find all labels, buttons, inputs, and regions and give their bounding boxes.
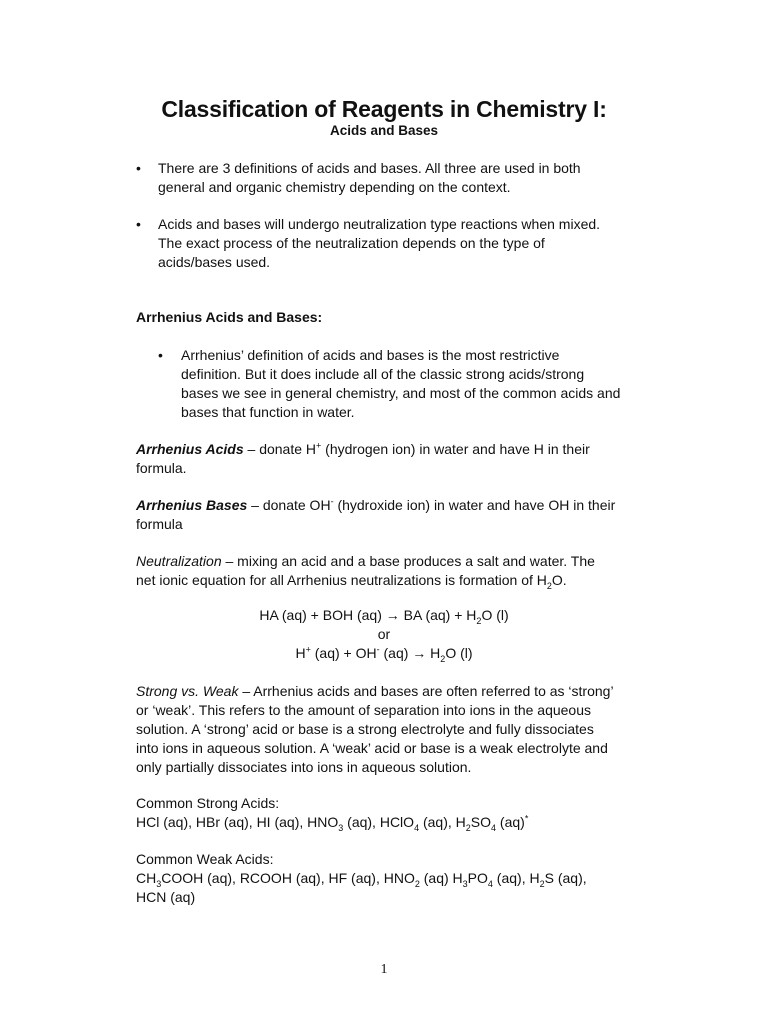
eq2-hydrogen: H (295, 645, 306, 661)
eq2-plus-charge: + (305, 644, 311, 655)
strong-weak-line1: – Arrhenius acids and bases are often referred to as ‘strong’ (238, 683, 614, 699)
intro-bullet-1-line2: general and organic chemistry depending on the context. (158, 179, 511, 195)
acids-def-line2: formula. (136, 460, 187, 476)
weak-acids-label: Common Weak Acids: (136, 851, 274, 867)
weak-acids-text-f: S (aq), (544, 870, 587, 886)
intro-bullet-2-line2: The exact process of the neutralization depends on the type of (158, 235, 545, 251)
eq2-minus-charge: - (376, 644, 380, 655)
hydrogen-ion-charge: + (316, 440, 322, 451)
strong-weak-line2: or ‘weak’. This refers to the amount of separation into ions in the aqueous (136, 702, 592, 718)
strong-weak-line5: only partially dissociates into ions in aqueous solution. (136, 759, 472, 775)
weak-acids-text-a: CH (136, 870, 157, 886)
neutralization-line2-end: O. (551, 572, 567, 588)
strong-vs-weak-paragraph (136, 682, 656, 777)
eq1-subscript: 2 (476, 615, 482, 626)
subscript: 3 (156, 878, 162, 889)
arrhenius-heading: Arrhenius Acids and Bases: (136, 309, 323, 325)
acids-def-text: – donate H (243, 441, 317, 457)
subscript: 4 (491, 822, 497, 833)
equation-or: or (377, 626, 391, 642)
subscript: 3 (338, 822, 344, 833)
arrhenius-bases-definition (136, 496, 656, 534)
arrhenius-bullet-line4: bases that function in water. (181, 404, 355, 420)
bases-def-text-2: (hydroxide ion) in water and have OH in their (333, 497, 616, 513)
arrhenius-bullet-line2: definition. But it does include all of the classic strong acids/strong (181, 366, 585, 382)
acids-def-text-2: (hydrogen ion) in water and have H in their (321, 441, 590, 457)
weak-acids-text-b: COOH (aq), RCOOH (aq), HF (aq), HNO (161, 870, 415, 886)
subscript: 2 (539, 878, 545, 889)
arrhenius-bases-term: Arrhenius Bases (136, 497, 248, 513)
strong-vs-weak-term: Strong vs. Weak (136, 683, 239, 699)
page-number: 1 (380, 962, 388, 977)
eq2-subscript: 2 (440, 653, 446, 664)
strong-acids-text-c: (aq), H (419, 814, 466, 830)
subscript: 3 (462, 878, 468, 889)
eq1-water: O (l) (481, 607, 509, 623)
strong-weak-line4: into ions in aqueous solution. A ‘weak’ acid or base is a weak electrolyte and (136, 740, 608, 756)
equation-molecular (0, 607, 768, 626)
eq1-reactants: HA (aq) + BOH (aq) (259, 607, 386, 623)
subscript: 4 (414, 822, 420, 833)
bullet-dot: • (158, 347, 163, 363)
subscript: 2 (414, 878, 420, 889)
bases-def-line2: formula (136, 516, 183, 532)
strong-acids-text-a: HCl (aq), HBr (aq), HI (aq), HNO (136, 814, 339, 830)
weak-acids-text-d: PO (467, 870, 488, 886)
hydroxide-ion-charge: - (330, 496, 334, 507)
eq2-aq: (aq) (379, 645, 413, 661)
page-title: Classification of Reagents in Chemistry I: (161, 96, 607, 122)
subscript: 2 (465, 822, 471, 833)
neutralization-line1: – mixing an acid and a base produces a salt and water. The (221, 553, 595, 569)
arrhenius-acids-definition (136, 440, 656, 478)
eq2-water: O (l) (445, 645, 473, 661)
weak-acids-text-e: (aq), H (492, 870, 540, 886)
reaction-arrow-icon: → (385, 607, 400, 623)
neutralization-term: Neutralization (136, 553, 222, 569)
strong-acids-text-d: SO (470, 814, 492, 830)
eq2-product-h: H (426, 645, 441, 661)
weak-acids-text-c: (aq) H (419, 870, 463, 886)
neutralization-line2: net ionic equation for all Arrhenius neutralizations is formation of H (136, 572, 547, 588)
common-weak-acids (136, 850, 656, 907)
arrhenius-bullet-line1: Arrhenius’ definition of acids and bases is the most restrictive (181, 347, 560, 363)
arrhenius-acids-term: Arrhenius Acids (136, 441, 244, 457)
bullet-dot: • (136, 216, 141, 232)
arrhenius-bullet-line3: bases we see in general chemistry, and most of the common acids and (181, 385, 621, 401)
reaction-arrow-icon: → (412, 645, 427, 661)
subscript: 4 (487, 878, 493, 889)
intro-bullet-2-line1: Acids and bases will undergo neutralization type reactions when mixed. (158, 216, 601, 232)
strong-acids-text-b: (aq), HClO (343, 814, 415, 830)
equation-net-ionic (0, 644, 768, 664)
intro-bullet-1-line1: There are 3 definitions of acids and bases. All three are used in both (158, 160, 581, 176)
neutralization-definition (136, 552, 656, 590)
strong-acids-text-e: (aq) (496, 814, 525, 830)
intro-bullet-2-line3: acids/bases used. (158, 254, 271, 270)
strong-acids-label: Common Strong Acids: (136, 795, 280, 811)
eq2-hydroxide: (aq) + OH (310, 645, 377, 661)
water-subscript: 2 (546, 580, 552, 591)
strong-weak-line3: solution. A ‘strong’ acid or base is a strong electrolyte and fully dissociates (136, 721, 594, 737)
common-strong-acids (136, 794, 656, 832)
page-subtitle: Acids and Bases (329, 123, 439, 138)
eq1-products: BA (aq) + H (399, 607, 477, 623)
footnote-asterisk: * (524, 813, 529, 824)
bullet-dot: • (136, 160, 141, 176)
bases-def-text: – donate OH (247, 497, 331, 513)
weak-acids-line2: HCN (aq) (136, 889, 196, 905)
